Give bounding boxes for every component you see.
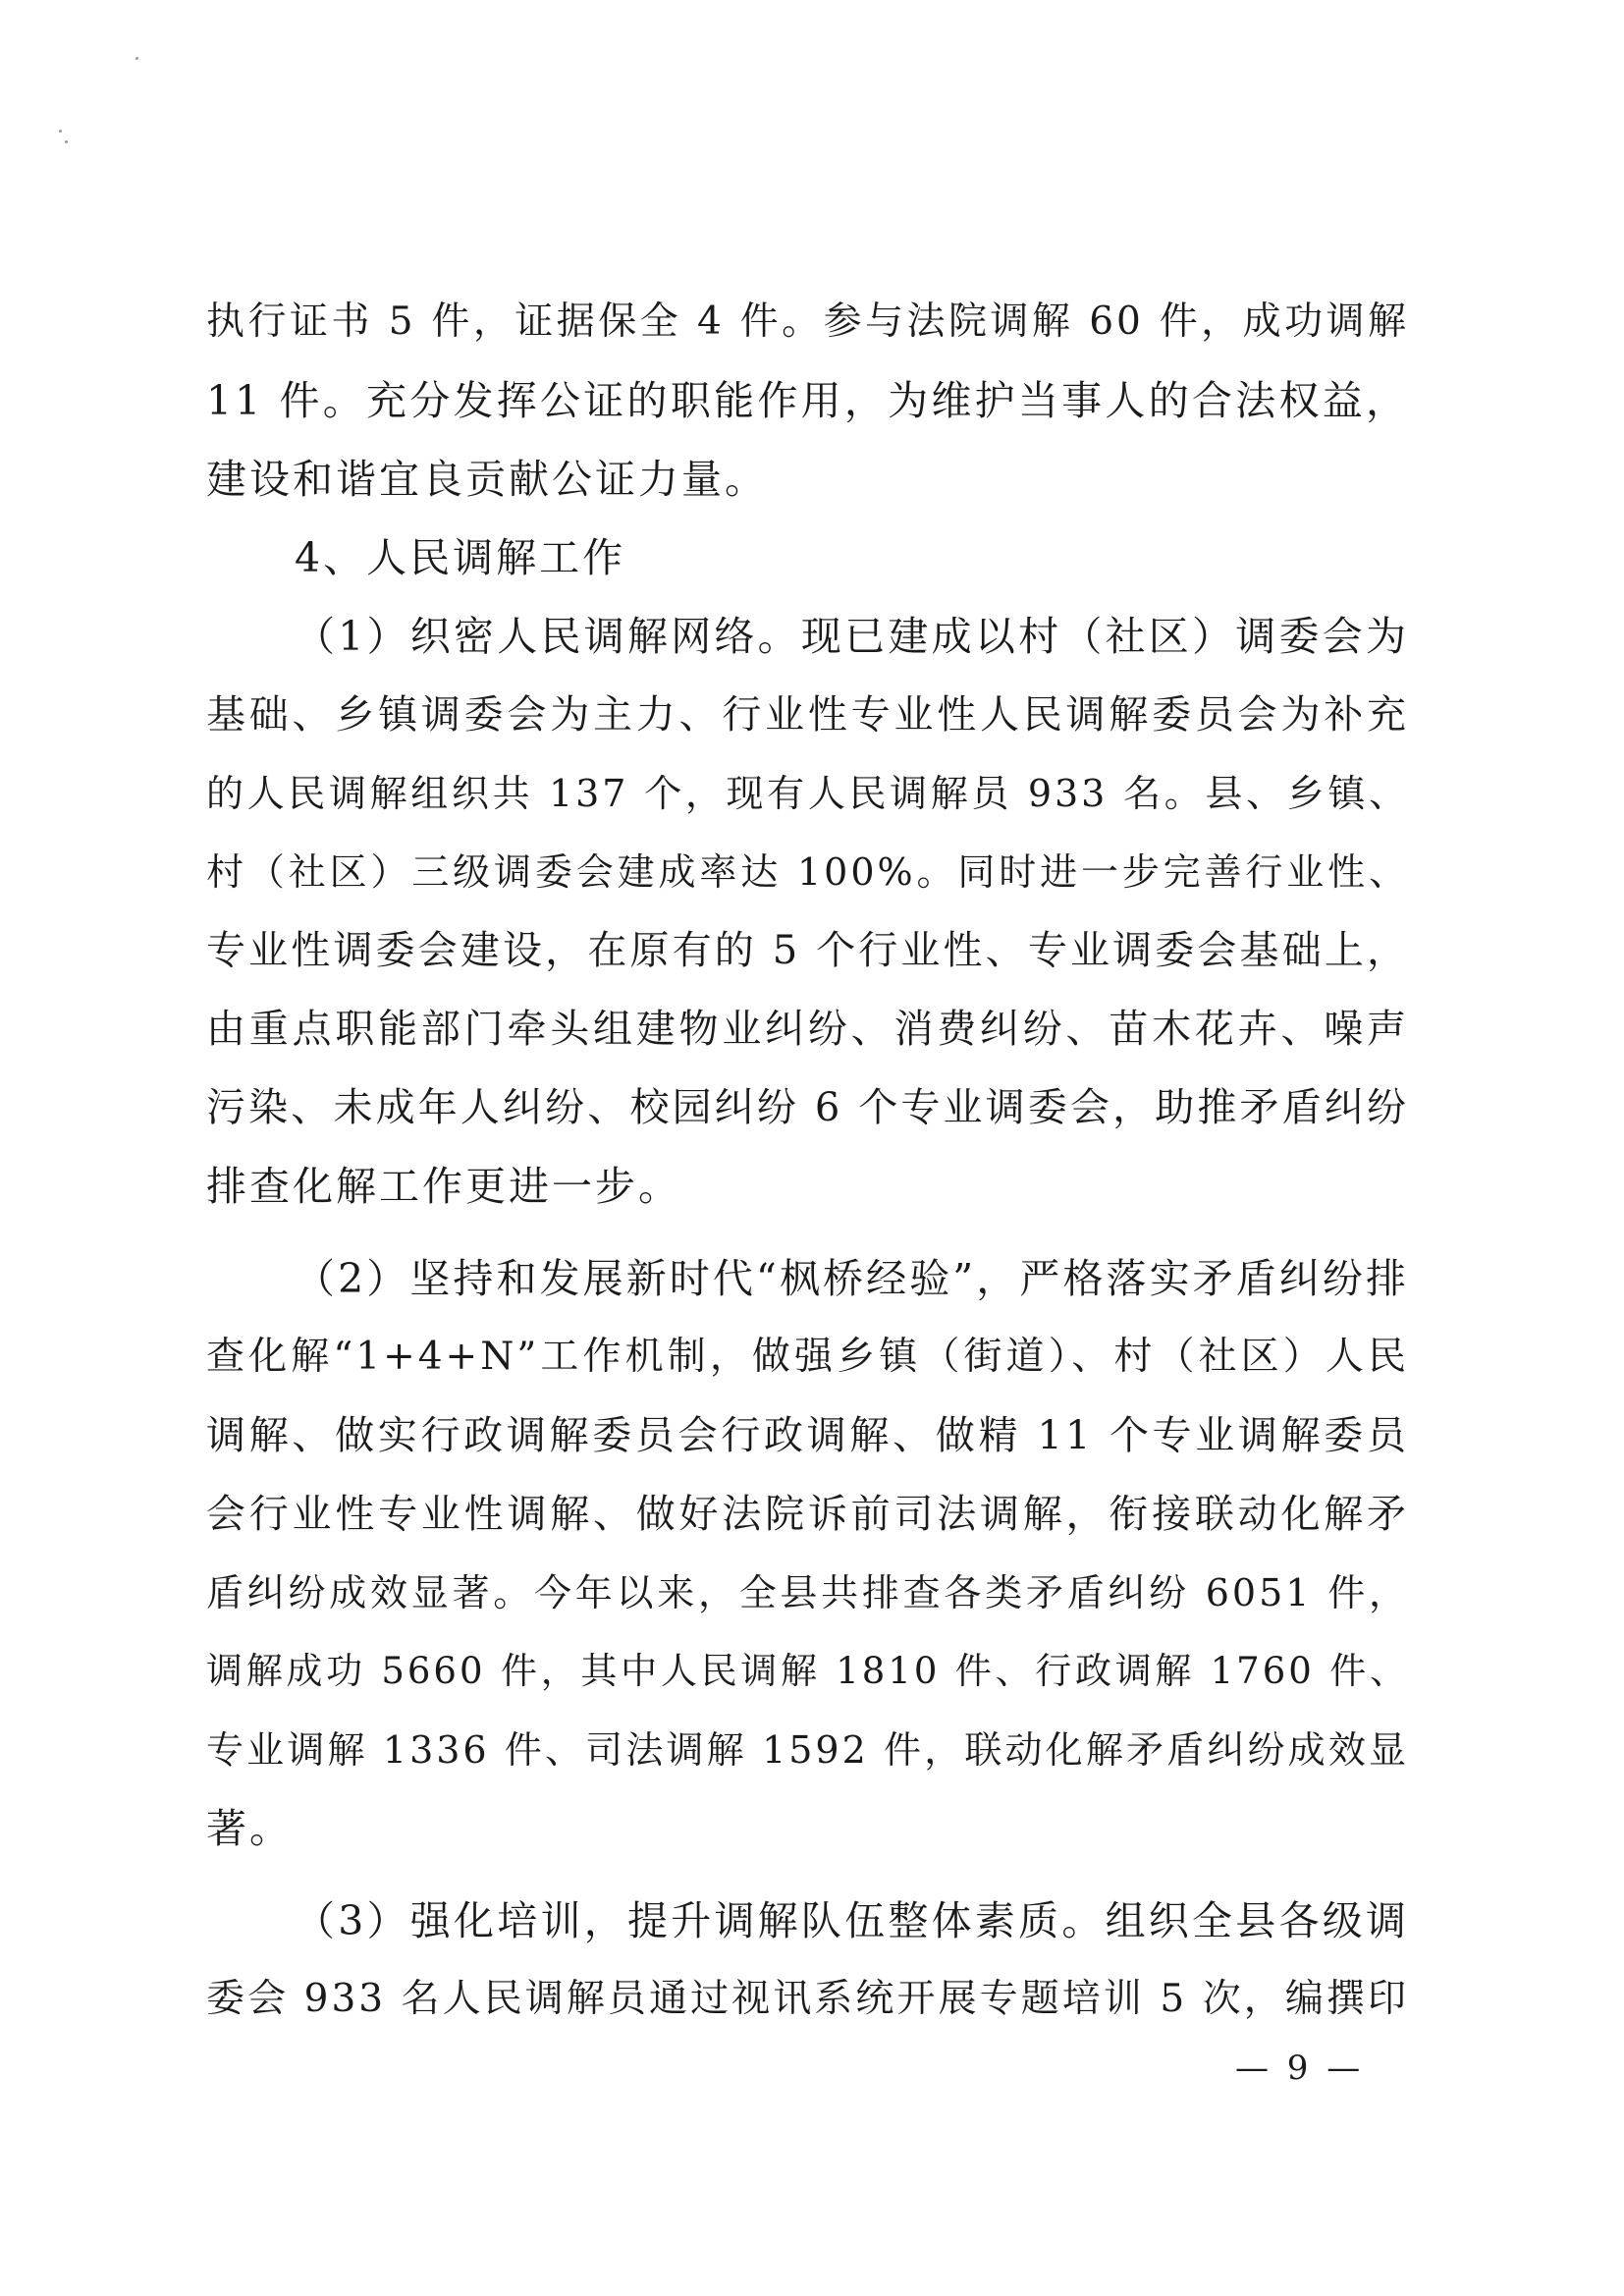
scan-speck	[65, 140, 68, 143]
text-line: （2）坚持和发展新时代“枫桥经验”，严格落实矛盾纠纷排	[295, 1255, 1409, 1302]
body-text	[206, 283, 1409, 2039]
text-line: 查化解“1+4+N”工作机制，做强乡镇（街道）、村（社区）人民	[206, 1335, 1409, 1379]
text-line: 11 件。充分发挥公证的职能作用，为维护当事人的合法权益，	[206, 377, 1409, 424]
text-line: （1）织密人民调解网络。现已建成以村（社区）调委会为	[295, 613, 1409, 660]
page-number: — 9 —	[1235, 2049, 1365, 2088]
text-line: 调解、做实行政调解委员会行政调解、做精 11 个专业调解委员	[206, 1413, 1409, 1458]
text-line: 著。	[206, 1805, 293, 1852]
text-line: 村（社区）三级调委会建成率达 100%。同时进一步完善行业性、	[206, 850, 1409, 894]
section-heading: 4、人民调解工作	[295, 534, 626, 581]
scan-speck	[135, 57, 138, 60]
text-line: （3）强化培训，提升调解队伍整体素质。组织全县各级调	[295, 1897, 1409, 1944]
text-line: 建设和谐宜良贡献公证力量。	[206, 456, 768, 503]
text-line: 污染、未成年人纠纷、校园纠纷 6 个专业调委会，助推矛盾纠纷	[206, 1085, 1409, 1130]
text-line: 基础、乡镇调委会为主力、行业性专业性人民调解委员会为补充	[206, 692, 1409, 738]
text-line: 由重点职能部门牵头组建物业纠纷、消费纠纷、苗木花卉、噪声	[206, 1007, 1409, 1052]
text-line: 会行业性专业性调解、做好法院诉前司法调解，衔接联动化解矛	[206, 1492, 1409, 1537]
text-line: 的人民调解组织共 137 个，现有人民调解员 933 名。县、乡镇、	[206, 772, 1409, 815]
scan-speck	[59, 130, 62, 133]
text-line: 委会 933 名人民调解员通过视讯系统开展专题培训 5 次，编撰印	[206, 1977, 1409, 2021]
text-line: 排查化解工作更进一步。	[206, 1163, 681, 1210]
text-line: 执行证书 5 件，证据保全 4 件。参与法院调解 60 件，成功调解	[206, 300, 1409, 344]
text-line: 专业性调委会建设，在原有的 5 个行业性、专业调委会基础上，	[206, 928, 1409, 973]
text-line: 专业调解 1336 件、司法调解 1592 件，联动化解矛盾纠纷成效显	[206, 1728, 1409, 1772]
text-line: 调解成功 5660 件，其中人民调解 1810 件、行政调解 1760 件、	[206, 1650, 1409, 1692]
text-line: 盾纠纷成效显著。今年以来，全县共排查各类矛盾纠纷 6051 件，	[206, 1571, 1409, 1614]
